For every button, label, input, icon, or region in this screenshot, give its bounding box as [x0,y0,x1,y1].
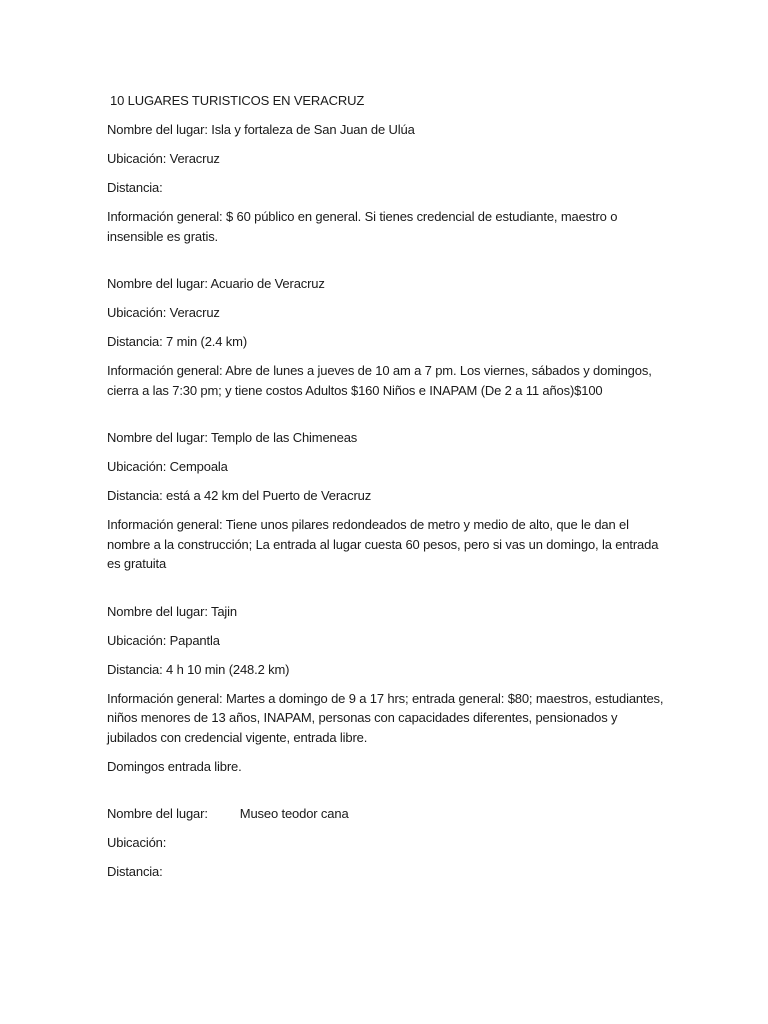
place-distance: Distancia: está a 42 km del Puerto de Veracruz [107,488,372,503]
place-name: Nombre del lugar: Templo de las Chimeneas [107,430,358,445]
place-entry-2 [107,274,667,400]
place-distance: Distancia: 7 min (2.4 km) [107,334,248,349]
place-name: Nombre del lugar: Tajin [107,603,237,619]
place-name [107,804,667,824]
place-distance: Distancia: 4 h 10 min (248.2 km) [107,661,290,677]
document-body [107,91,667,910]
place-location: Ubicación: Papantla [107,632,220,648]
place-name-value: Museo teodor cana [239,806,349,821]
place-info: Información general: $ 60 público en general. Si tienes credencial de estudiante, maestro o insensible es gratis. [107,209,618,244]
place-name: Nombre del lugar: Isla y fortaleza de San Juan de Ulúa [107,122,415,137]
place-name: Nombre del lugar: Acuario de Veracruz [107,276,325,291]
place-name-label: Nombre del lugar: [107,806,208,821]
place-info: Información general: Abre de lunes a jueves de 10 am a 7 pm. Los viernes, sábados y domingos, cierra a las 7:30 pm; y tiene costos Adultos $160 Niños e INAPAM (De 2 a 11 años)$100 [107,363,652,398]
place-location: Ubicación: [107,835,167,850]
place-info: Información general: Martes a domingo de 9 a 17 hrs; entrada general: $80; maestros, estudiantes, niños menores de 13 años, INAPAM, personas con capacidades diferentes, pensionados y jubilados con credencial vigente, entrada libre. [107,690,664,745]
place-extra-note: Domingos entrada libre. [107,758,242,774]
place-entry-4 [107,602,667,777]
document-title: 10 LUGARES TURISTICOS EN VERACRUZ [110,93,365,108]
place-location: Ubicación: Veracruz [107,305,220,320]
place-entry-3 [107,428,667,574]
place-distance: Distancia: [107,180,163,195]
place-location: Ubicación: Cempoala [107,459,228,474]
place-entry-5 [107,804,667,882]
place-location: Ubicación: Veracruz [107,151,220,166]
place-entry-1 [107,120,667,246]
place-info: Información general: Tiene unos pilares redondeados de metro y medio de alto, que le dan el nombre a la construcción; La entrada al lugar cuesta 60 pesos, pero si vas un domingo, la entrada es gratuita [107,517,659,571]
place-distance: Distancia: [107,864,163,879]
